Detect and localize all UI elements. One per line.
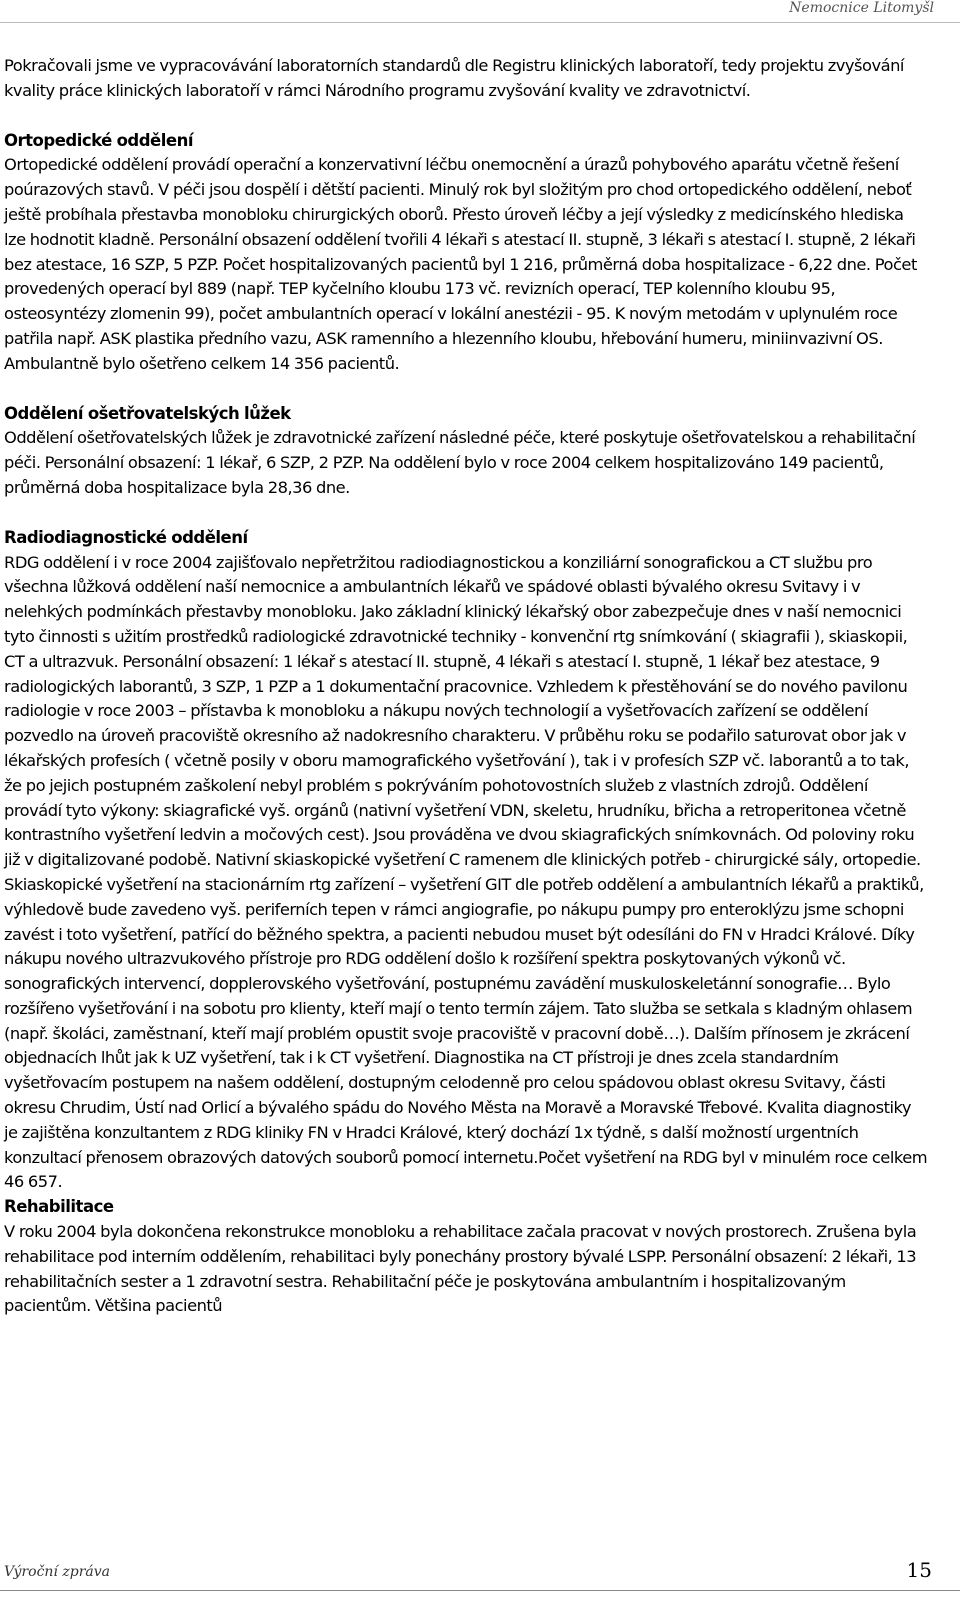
footer-divider xyxy=(0,1590,960,1591)
spacer xyxy=(4,377,928,402)
section-nursing-beds xyxy=(4,402,928,501)
section-body: Oddělení ošetřovatelských lůžek je zdravotnické zařízení následné péče, které poskytuje ošetřovatelskou a rehabilitační péči. Personální obsazení: 1 lékař, 6 SZP, 2 PZP. Na oddělení bylo v roce 2004 celkem hospitalizováno 149 pacientů, průměrná doba hospitalizace byla 28,36 dne. xyxy=(4,428,916,497)
page-number: 15 xyxy=(906,1558,932,1582)
intro-paragraph: Pokračovali jsme ve vypracovávání laboratorních standardů dle Registru klinických laboratoří, tedy projektu zvyšování kvality práce klinických laboratoří v rámci Národního programu zvyšování kvality ve zdravotnictví. xyxy=(4,56,904,100)
section-heading: Ortopedické oddělení xyxy=(4,130,193,150)
section-rehabilitation xyxy=(4,1195,928,1319)
section-heading: Radiodiagnostické oddělení xyxy=(4,527,248,547)
spacer xyxy=(4,501,928,526)
section-body: V roku 2004 byla dokončena rekonstrukce monobloku a rehabilitace začala pracovat v nových prostorech. Zrušena byla rehabilitace pod interním oddělením, rehabilitaci byly ponechány prostory bývalé LSPP. Personální obsazení: 2 lékaři, 13 rehabilitačních sester a 1 zdravotní sestra. Rehabilitační péče je poskytována ambulantním i hospitalizovaným pacientům. Většina pacientů xyxy=(4,1222,917,1316)
section-orthopedics xyxy=(4,129,928,377)
section-heading: Rehabilitace xyxy=(4,1197,114,1217)
spacer xyxy=(4,104,928,129)
section-heading: Oddělení ošetřovatelských lůžek xyxy=(4,403,291,423)
section-radiodiagnostics xyxy=(4,526,928,1196)
page-content xyxy=(4,54,928,1319)
running-header: Nemocnice Litomyšl xyxy=(789,0,934,16)
header-divider xyxy=(0,22,960,23)
section-body: Ortopedické oddělení provádí operační a konzervativní léčbu onemocnění a úrazů pohybového aparátu včetně řešení poúrazových stavů. V péči jsou dospělí i dětští pacienti. Minulý rok byl složitým pro chod ortopedického oddělení, neboť ještě probíhala přestavba monobloku chirurgických oborů. Přesto úroveň léčby a její výsledky z medicínského hlediska lze hodnotit kladně. Personální obsazení oddělení tvořili 4 lékaři s atestací II. stupně, 3 lékaři s atestací I. stupně, 2 lékaři bez atestace, 16 SZP, 5 PZP. Počet hospitalizovaných pacientů byl 1 216, průměrná doba hospitalizace - 6,22 dne. Počet provedených operací byl 889 (např. TEP kyčelního kloubu 173 vč. revizních operací, TEP kolenního kloubu 95, osteosyntézy zlomenin 99), počet ambulantních operací v lokální anestézii - 95. K novým metodám v uplynulém roce patřila např. ASK plastika předního vazu, ASK ramenního a hlezenního kloubu, hřebování humeru, miniinvazivní OS. Ambulantně bylo ošetřeno celkem 14 356 pacientů. xyxy=(4,155,917,373)
footer-label: Výroční zpráva xyxy=(4,1564,110,1580)
section-body: RDG oddělení i v roce 2004 zajišťovalo nepřetržitou radiodiagnostickou a konziliární sonografickou a CT službu pro všechna lůžková oddělení naší nemocnice a ambulantních lékařů ve spádové oblasti bývalého okresu Svitavy i v nelehkých podmínkách přestavby monobloku. Jako základní klinický lékařský obor zabezpečuje dnes v naší nemocnici tyto činnosti s užitím prostředků radiologické zdravotnické techniky - konvenční rtg snímkování ( skiagrafii ), skiaskopii, CT a ultrazvuk. Personální obsazení: 1 lékař s atestací II. stupně, 4 lékaři s atestací I. stupně, 1 lékař bez atestace, 9 radiologických laborantů, 3 SZP, 1 PZP a 1 dokumentační pracovnice. Vzhledem k přestěhování se do nového pavilonu radiologie v roce 2003 – přístavba k monobloku a nákupu nových technologií a vyšetřovacích zařízení se oddělení pozvedlo na úroveň pracoviště okresního až nadokresního charakteru. V průběhu roku se podařilo saturovat obor jak v lékařských profesích ( včetně posily v oboru mamografického vyšetřování ), tak i v profesích SZP vč. laborantů a to tak, že po jejich postupném zaškolení nebyl problém s pokrýváním pohotovostních služeb z vlastních zdrojů. Oddělení provádí tyto výkony: skiagrafické vyš. orgánů (nativní vyšetření VDN, skeletu, hrudníku, břicha a retroperitonea včetně kontrastního vyšetření ledvin a močových cest). Jsou prováděna ve dvou skiagrafických snímkovnách. Od poloviny roku již v digitalizované podobě. Nativní skiaskopické vyšetření C ramenem dle klinických potřeb - chirurgické sály, ortopedie. Skiaskopické vyšetření na stacionárním rtg zařízení – vyšetření GIT dle potřeb oddělení a ambulantních lékařů a praktiků, výhledově bude zavedeno vyš. periferních tepen v rámci angiografie, po nákupu pumpy pro enteroklýzu jsme schopni zavést i toto vyšetření, patřící do běžného spektra, a pacienti nebudou muset být odesíláni do FN v Hradci Králové. Díky nákupu nového ultrazvukového přístroje pro RDG oddělení došlo k rozšíření spektra poskytovaných výkonů vč. sonografických intervencí, dopplerovského vyšetřování, postupnému zavádění muskuloskeletánní sonografie… Bylo rozšířeno vyšetřování i na sobotu pro klienty, kteří mají o tento termín zájem. Tato služba se setkala s kladným ohlasem (např. školáci, zaměstnaní, kteří mají problém opustit svoje pracoviště v pracovní době…). Dalším přínosem je zkrácení objednacích lhůt jak k UZ vyšetření, tak i k CT vyšetření. Diagnostika na CT přístroji je dnes zcela standardním vyšetřovacím postupem na našem oddělení, dostupným celodenně pro celou spádovou oblast okresu Svitavy, části okresu Chrudim, Ústí nad Orlicí a bývalého spádu do Nového Města na Moravě a Moravské Třebové. Kvalita diagnostiky je zajištěna konzultantem z RDG kliniky FN v Hradci Králové, který dochází 1x týdně, s další možností urgentních konzultací přenosem obrazových datových souborů pomocí internetu.Počet vyšetření na RDG byl v minulém roce celkem 46 657. xyxy=(4,552,928,1192)
